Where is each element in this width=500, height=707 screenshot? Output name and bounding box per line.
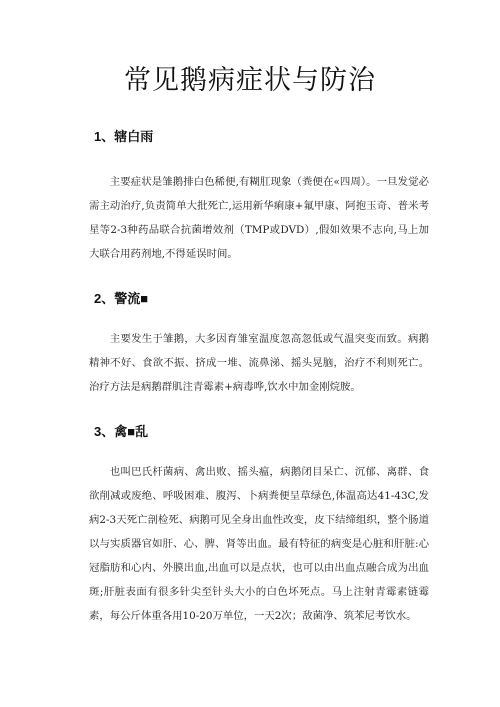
- section-heading-2: 2、警流■: [94, 291, 149, 306]
- section-body-1: 主要症状是雏鹅排白色稀便,有糊肛现象（粪便在«四周）。一旦发觉必需主动治疗,负责简单大批死亡,运用新华痢康+氟甲康、阿抱玉奇、普米考星等2-3种药品联合抗菌增效剂（TMP或DVD）,假如效果不志向,马上加大联合用药剂地,不得延误时间。: [89, 176, 429, 260]
- section-body-2: 主要发生于雏鹅，大多因育雏室温度忽高忽低或气温突变而致。病鹅精神不好、食欲不振、挤成一堆、流鼻涕、摇头晃脑，治疗不利则死亡。治疗方法是病鹅群肌注青霉素+病毒哗,饮水中加金刚烷胺。: [89, 333, 429, 393]
- section-heading-1: 1、辖白雨: [94, 129, 154, 144]
- section-heading-3: 3、禽■乱: [94, 424, 149, 439]
- page-title: 常见鹅病症状与防治: [124, 65, 376, 96]
- section-body-3: 也叫巴氏杆菌病、禽出败、摇头瘟，病鹅闭目呆亡、沉郁、离群、食欲削减或废绝、呼吸困难、腹泻、卜病粪便呈草绿色,体温高达41-43C,发病2-3天死亡剖检死、病鹅可见全身出血性改变，皮下结缔组织，整个肠道以与实质器官如肝、心、脾、肾等出血。最有特征的病变是心脏和肝脏:心冠脂肪和心内、外膜出血,出血可以是点状，也可以由出血点融合成为出血斑;肝脏表面有很多针尖至针头大小的白色坏死点。马上注射青霉素链霉素，每公斤体重各用10-20万单位，一天2次；敌菌净、筑苯尼考饮水。: [89, 466, 429, 622]
